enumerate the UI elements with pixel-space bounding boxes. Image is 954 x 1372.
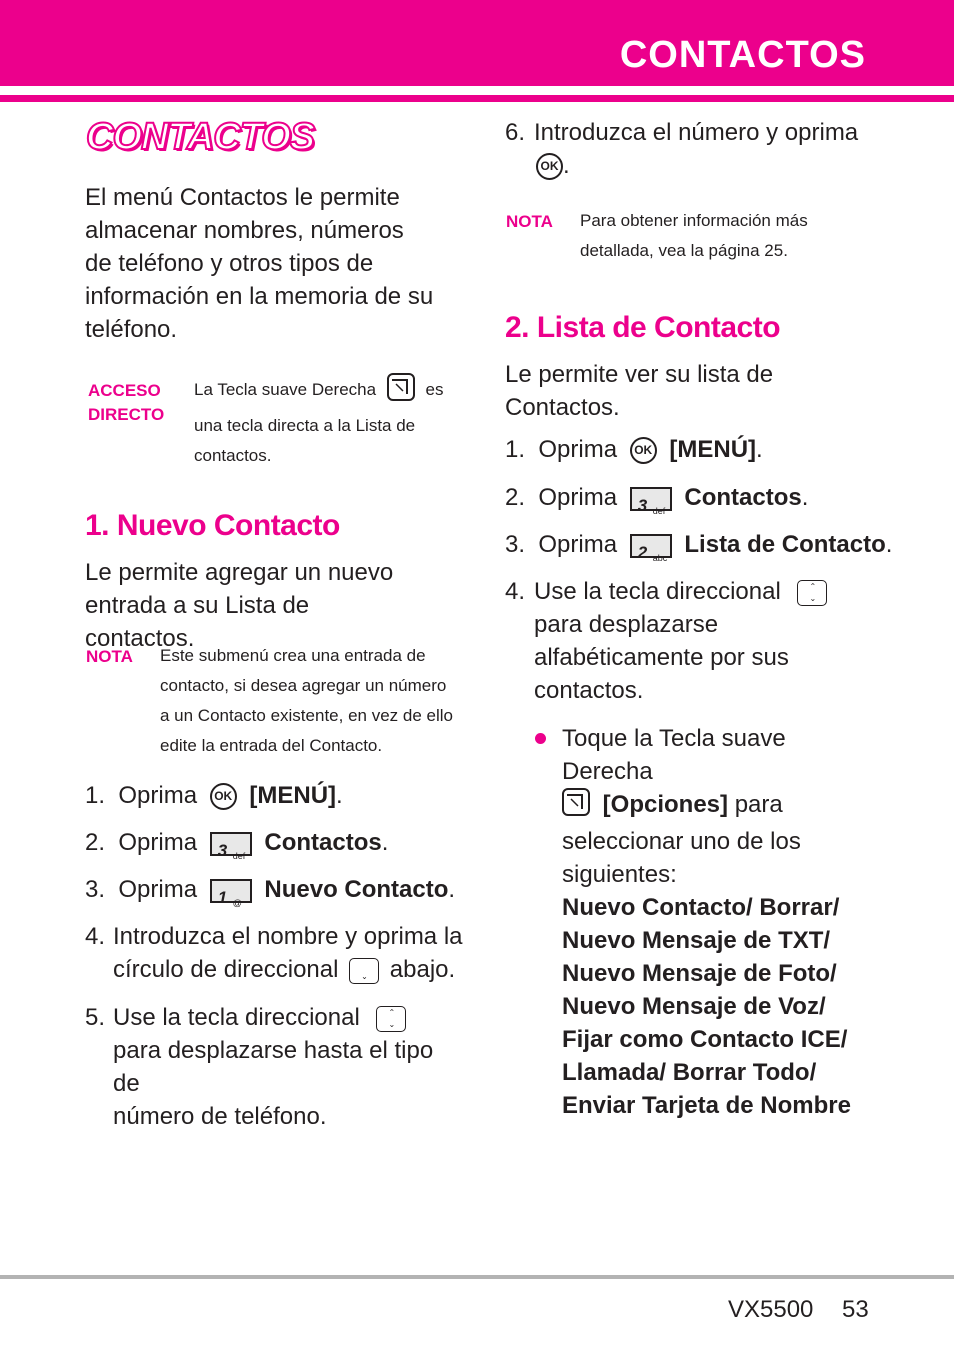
options-list: Nuevo Contacto/ Borrar/ Nuevo Mensaje de TXT/ Nuevo Mensaje de Foto/ Nuevo Mensaje de Voz/ Fijar como Contacto ICE/ Llamada/ Borrar Todo/ Enviar Tarjeta de Nombre [562,894,851,1119]
section2-step2 [505,481,808,514]
punctuation: . [448,876,456,903]
punctuation: . [801,484,809,511]
step-number: 3. [85,876,106,903]
step-text: Oprima [118,876,198,903]
ok-key-icon: OK [536,153,563,180]
ok-key-icon: OK [210,783,237,810]
punctuation: . [756,436,763,463]
shortcut-label [88,379,164,427]
step-number: 1. [505,436,526,463]
step-text: círculo de direccional [113,956,339,983]
soft-key-right-icon [387,373,415,411]
soft-key-right-icon [562,788,590,825]
step6-number: 6. [505,119,526,146]
step-text: Oprima [538,436,618,463]
section1-step5 [113,1001,463,1133]
intro-paragraph: El menú Contactos le permite almacenar nombres, números de teléfono y otros tipos de información en la memoria de su teléfono. [85,184,434,343]
step6 [534,116,874,182]
key-digit: 3 [217,840,228,860]
section1-step2 [85,826,388,859]
menu-label: [MENÚ] [669,436,757,463]
key-1-icon [210,879,252,908]
key-sub: def [232,850,246,861]
shortcut-text-after: es [425,380,444,399]
key-3-icon [630,487,672,516]
note-line: detallada, vea la página 25. [580,241,788,260]
shortcut-text [194,373,454,471]
footer-model: VX5500 [728,1296,814,1323]
ok-key-icon: OK [630,437,657,464]
step-text: abajo. [389,956,456,983]
key-2-icon [630,534,672,563]
step-number: 2. [505,484,526,511]
bullet-text: Toque la Tecla suave Derecha [562,725,786,785]
step-text: Use la tecla direccional [113,1004,360,1031]
section1-note-text: Este submenú crea una entrada de contacto, si desea agregar un número a un Contacto existente, en vez de ello edite la entrada del Contacto. [160,646,453,755]
step-text: Oprima [118,829,198,856]
menu-label: [MENÚ] [249,782,337,809]
nav-down-icon: ⌄ [349,958,379,984]
nav-updown-icon: ⌃ ⌄ [376,1006,406,1032]
section1-description: Le permite agregar un nuevo entrada a su Lista de contactos. [85,559,394,652]
punctuation: . [381,829,389,856]
right-note-text [580,206,880,266]
step-number: 2. [85,829,106,856]
note-line: Para obtener información más [580,211,808,230]
page-number: 53 [842,1296,869,1323]
punctuation: . [885,531,893,558]
bullet-item [562,722,872,1122]
shortcut-label-line2: DIRECTO [88,405,165,424]
step-text: Oprima [538,484,618,511]
step-text: para desplazarse hasta el tipo de [113,1037,434,1097]
key-sub: abc [652,552,668,563]
key-sub: @ [232,897,242,908]
header-title: CONTACTOS [619,34,866,76]
shortcut-label-line1: ACCESO [88,381,161,400]
step-text: Introduzca el número y oprima [534,119,859,146]
section2-heading: 2. Lista de Contacto [505,311,781,344]
footer-rule [0,1275,954,1279]
step-text: Use la tecla direccional [534,578,781,605]
step-text: Oprima [118,782,198,809]
step-text: Oprima [538,531,618,558]
punctuation: . [336,782,343,809]
step-number: 3. [505,531,526,558]
header-rule [0,95,954,102]
right-note-label: NOTA [506,212,553,231]
step-text: número de teléfono. [113,1103,327,1130]
section2-step4 [534,575,834,707]
key-digit: 2 [637,542,648,562]
contactos-label: Contactos [684,484,802,511]
shortcut-text-before: La Tecla suave Derecha [194,380,377,399]
section1-heading: 1. Nuevo Contacto [85,509,340,542]
key-3-icon [210,832,252,861]
opciones-label: [Opciones] [602,791,729,818]
section2-step1 [505,433,763,466]
shortcut-text-line3: contactos. [194,446,272,465]
key-digit: 3 [637,495,648,515]
section1-step4 [113,920,463,986]
page-title: CONTACTOS [86,116,315,158]
section1-step5-number: 5. [85,1004,106,1031]
nav-updown-icon: ⌃ ⌄ [797,580,827,606]
section1-note-label: NOTA [86,647,133,666]
section1-step4-number: 4. [85,923,106,950]
step-text: Introduzca el nombre y oprima la [113,923,463,950]
step-text: para desplazarse alfabéticamente por sus contactos. [534,611,789,704]
section1-step3 [85,873,455,906]
section1-step1 [85,779,343,812]
bullet-dot [535,733,546,744]
nuevo-contacto-label: Nuevo Contacto [264,876,449,903]
section2-description: Le permite ver su lista de Contactos. [505,361,774,421]
key-sub: def [652,505,666,516]
punctuation: . [563,152,570,179]
step-number: 1. [85,782,106,809]
key-digit: 1 [217,887,228,907]
lista-de-contacto-label: Lista de Contacto [684,531,886,558]
contactos-label: Contactos [264,829,382,856]
section2-step4-number: 4. [505,578,526,605]
section2-step3 [505,528,892,561]
bullet-text: para seleccionar uno de los siguientes: [562,791,801,888]
shortcut-text-line2: una tecla directa a la Lista de [194,416,416,435]
